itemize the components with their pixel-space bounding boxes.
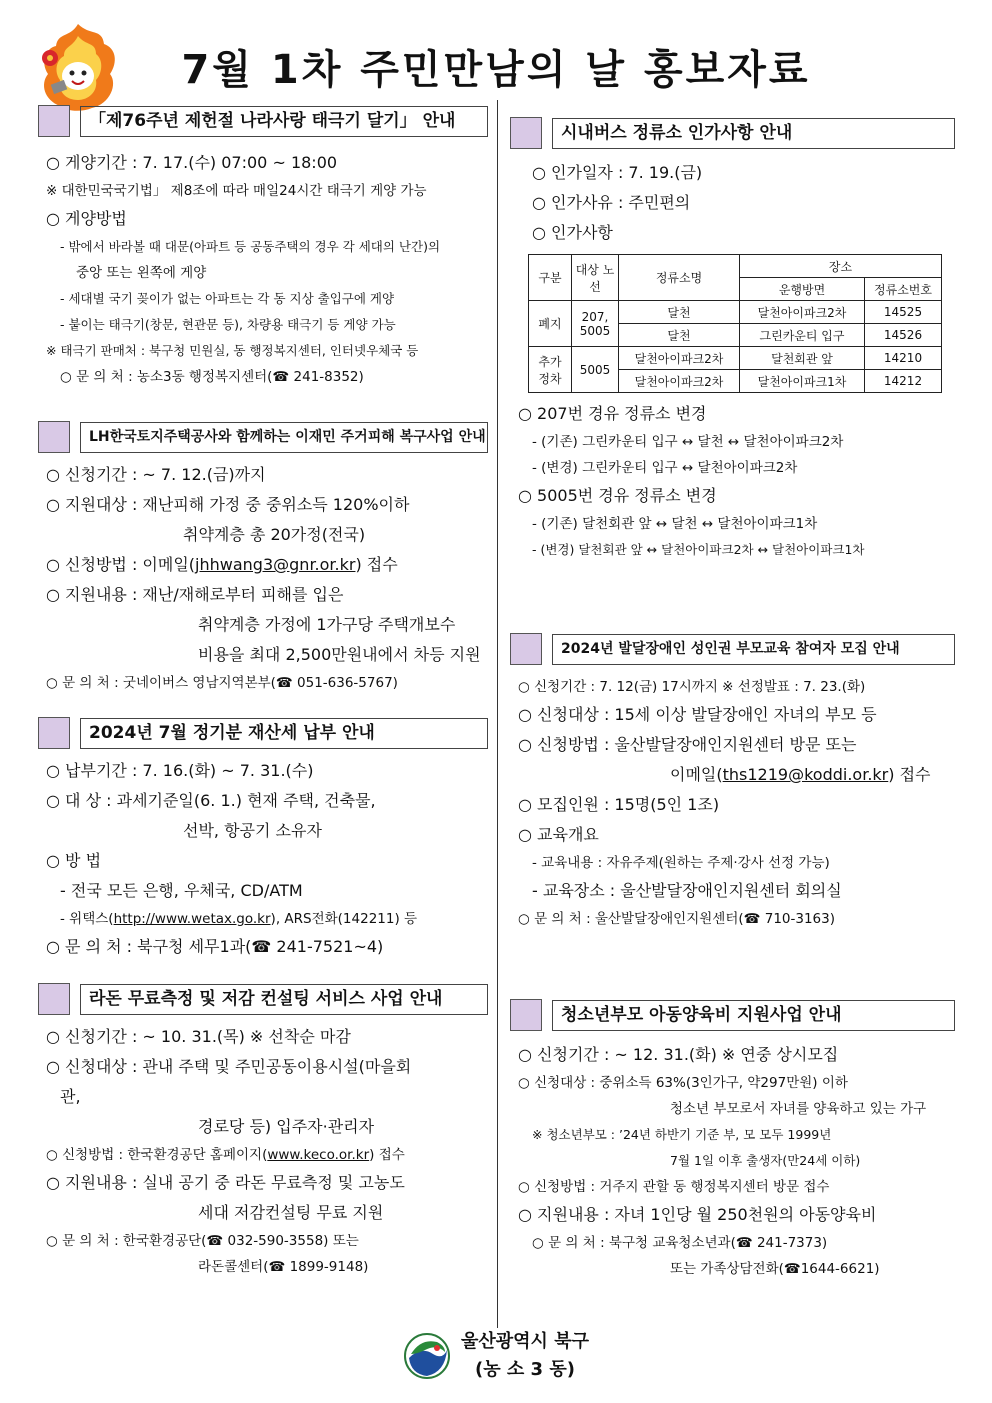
info-line: ○ 신청대상 : 관내 주택 및 주민공동이용시설(마을회 — [46, 1057, 412, 1076]
info-line: - (기존) 그린카운티 입구 ↔ 달천 ↔ 달천아이파크2차 — [532, 434, 844, 450]
table-header: 대상 노선 — [572, 255, 619, 301]
info-line — [38, 1142, 488, 1168]
info-line: - 전국 모든 은행, 우체국, CD/ATM — [60, 881, 303, 900]
info-text: ) 접수 — [355, 555, 398, 574]
info-line: ○ 대 상 : 과세기준일(6. 1.) 현재 주택, 건축물, — [46, 791, 376, 810]
info-line: ○ 인가사항 — [532, 223, 613, 242]
note-line: ※ 대한민국국기법」 제8조에 따라 매일24시간 태극기 게양 가능 — [46, 183, 427, 199]
contact-line: ○ 문 의 처 : 북구청 교육청소년과(☎ 241-7373) — [532, 1235, 828, 1251]
table-header: 장소 — [740, 255, 942, 278]
info-line: ○ 신청방법 : 거주지 관할 동 행정복지센터 방문 접수 — [518, 1179, 830, 1195]
table-header: 운행방면 — [740, 278, 865, 301]
bus-stop-table — [528, 254, 942, 393]
info-line: ○ 게양기간 : 7. 17.(수) 07:00 ~ 18:00 — [46, 153, 338, 172]
info-line: - 교육장소 : 울산발달장애인지원센터 회의실 — [532, 881, 842, 900]
footer-dong: (농 소 3 동) — [475, 1359, 575, 1380]
note-line: ※ 청소년부모 : ’24년 하반기 기준 부, 모 모두 1999년 — [532, 1127, 832, 1142]
info-line: ○ 신청대상 : 15세 이상 발달장애인 자녀의 부모 등 — [518, 705, 877, 724]
info-line: ○ 신청기간 : 7. 12(금) 17시까지 ※ 선정발표 : 7. 23.(화) — [518, 679, 866, 695]
page-title: 7월 1차 주민만남의 날 홍보자료 — [181, 47, 811, 93]
info-line: - 세대별 국기 꽂이가 없는 아파트는 각 동 지상 출입구에 게양 — [60, 291, 395, 306]
section-heading: 2024년 7월 정기분 재산세 납부 안내 — [80, 718, 488, 749]
info-line — [38, 906, 488, 932]
info-line: - 밖에서 바라볼 때 대문(아파트 등 공동주택의 경우 각 세대의 난간)의 — [60, 239, 441, 254]
info-line: ○ 5005번 경유 정류소 변경 — [518, 486, 717, 505]
email-link[interactable]: jhhwang3@gnr.or.kr — [195, 555, 356, 574]
section-heading: 청소년부모 아동양육비 지원사업 안내 — [552, 1000, 955, 1031]
table-cell: 달천아이파크2차 — [740, 301, 865, 324]
note-line: ※ 태극기 판매처 : 북구청 민원실, 동 행정복지센터, 인터넷우체국 등 — [46, 343, 419, 358]
table-cell: 달천아이파크1차 — [740, 370, 865, 393]
info-line: ○ 지원내용 : 재난/재해로부터 피해를 입은 — [46, 585, 344, 604]
info-line: 관, — [60, 1087, 81, 1106]
section-marker-icon — [38, 983, 70, 1015]
keco-link[interactable]: www.keco.or.kr — [267, 1147, 370, 1163]
table-cell: 폐지 — [529, 301, 572, 347]
contact-line: ○ 문 의 처 : 울산발달장애인지원센터(☎ 710-3163) — [518, 911, 835, 927]
info-line: ○ 신청대상 : 중위소득 63%(3인가구, 약297만원) 이하 — [518, 1075, 848, 1091]
info-line: ○ 지원내용 : 자녀 1인당 월 250천원의 아동양육비 — [518, 1205, 877, 1224]
contact-line: ○ 문 의 처 : 농소3동 행정복지센터(☎ 241-8352) — [60, 369, 364, 385]
info-line: - 교육내용 : 자유주제(원하는 주제·강사 선정 가능) — [532, 855, 830, 871]
section-heading: 「제76주년 제헌절 나라사랑 태극기 달기」 안내 — [80, 106, 488, 137]
section-marker-icon — [38, 421, 70, 453]
info-text: - 위택스( — [60, 911, 114, 927]
table-cell: 달천아이파크2차 — [619, 370, 740, 393]
section-marker-icon — [510, 633, 542, 665]
section-heading: 라돈 무료측정 및 저감 컨설팅 서비스 사업 안내 — [80, 984, 488, 1015]
info-line: 중앙 또는 왼쪽에 게양 — [76, 265, 207, 281]
section-marker-icon — [38, 105, 70, 137]
table-cell: 14212 — [865, 370, 942, 393]
section-marker-icon — [510, 999, 542, 1031]
info-line: ○ 신청기간 : ~ 12. 31.(화) ※ 연중 상시모집 — [518, 1045, 839, 1064]
info-line: ○ 인가사유 : 주민편의 — [532, 193, 691, 212]
info-line: - 붙이는 태극기(창문, 현관문 등), 차량용 태극기 등 게양 가능 — [60, 317, 396, 332]
info-line: 취약계층 가정에 1가구당 주택개보수 — [198, 615, 456, 634]
info-text: ○ 신청방법 : 이메일( — [46, 555, 196, 574]
table-header: 정류소번호 — [865, 278, 942, 301]
info-text: 이메일( — [670, 765, 723, 784]
table-cell: 달천회관 앞 — [740, 347, 865, 370]
table-cell: 추가 정차 — [529, 347, 572, 393]
info-line — [38, 550, 488, 580]
info-line: 취약계층 총 20가정(전국) — [183, 525, 366, 544]
section-radon — [38, 982, 488, 1280]
info-line: ○ 신청기간 : ~ 7. 12.(금)까지 — [46, 465, 266, 484]
contact-line: 라돈콜센터(☎ 1899-9148) — [198, 1259, 369, 1275]
contact-line: 또는 가족상담전화(☎1644-6621) — [670, 1261, 880, 1277]
info-line: ○ 지원내용 : 실내 공기 중 라돈 무료측정 및 고농도 — [46, 1173, 405, 1192]
info-line: ○ 신청기간 : ~ 10. 31.(목) ※ 선착순 마감 — [46, 1027, 351, 1046]
column-divider — [497, 100, 498, 1328]
info-line: ○ 교육개요 — [518, 825, 599, 844]
section-property-tax — [38, 716, 488, 962]
info-line: - (변경) 그린카운티 입구 ↔ 달천아이파크2차 — [532, 460, 798, 476]
info-line: - (변경) 달천회관 앞 ↔ 달천아이파크2차 ↔ 달천아이파크1차 — [532, 542, 865, 557]
ulsan-bukgu-logo-icon — [403, 1332, 451, 1380]
info-line: ○ 인가일자 : 7. 19.(금) — [532, 163, 703, 182]
wetax-link[interactable]: http://www.wetax.go.kr — [113, 911, 271, 927]
info-text: ) 접수 — [369, 1147, 405, 1163]
info-line: 세대 저감컨설팅 무료 지원 — [198, 1203, 384, 1222]
footer-org: 울산광역시 북구 — [461, 1331, 589, 1352]
section-disability-education — [510, 632, 955, 932]
info-text: ) 접수 — [888, 765, 931, 784]
table-cell: 달천아이파크2차 — [619, 347, 740, 370]
table-cell: 14526 — [865, 324, 942, 347]
info-line: ○ 지원대상 : 재난피해 가정 중 중위소득 120%이하 — [46, 495, 410, 514]
footer — [0, 1328, 992, 1384]
table-cell: 14525 — [865, 301, 942, 324]
table-cell: 14210 — [865, 347, 942, 370]
section-heading: 2024년 발달장애인 성인권 부모교육 참여자 모집 안내 — [552, 634, 955, 665]
table-cell: 달천 — [619, 301, 740, 324]
table-cell: 5005 — [572, 347, 619, 393]
section-marker-icon — [38, 717, 70, 749]
info-line: ○ 모집인원 : 15명(5인 1조) — [518, 795, 720, 814]
info-line: 비용을 최대 2,500만원내에서 차등 지원 — [198, 645, 481, 664]
info-line: 청소년 부모로서 자녀를 양육하고 있는 가구 — [670, 1101, 927, 1117]
info-line: 경로당 등) 입주자·관리자 — [198, 1117, 375, 1136]
table-header: 정류소명 — [619, 255, 740, 301]
info-text: ), ARS전화(142211) 등 — [270, 911, 418, 927]
table-header: 구분 — [529, 255, 572, 301]
info-line: - (기존) 달천회관 앞 ↔ 달천 ↔ 달천아이파크1차 — [532, 516, 818, 532]
section-marker-icon — [510, 117, 542, 149]
contact-line: ○ 문 의 처 : 굿네이버스 영남지역본부(☎ 051-636-5767) — [46, 675, 398, 691]
section-lh-recovery — [38, 420, 488, 696]
note-line: 7월 1일 이후 출생자(만24세 이하) — [670, 1153, 861, 1168]
contact-line: ○ 문 의 처 : 북구청 세무1과(☎ 241-7521~4) — [46, 937, 384, 956]
section-taegukgi — [38, 104, 488, 390]
section-youth-parent — [510, 998, 955, 1282]
table-cell: 207, 5005 — [572, 301, 619, 347]
section-bus-stop — [510, 116, 955, 563]
info-line: ○ 신청방법 : 울산발달장애인지원센터 방문 또는 — [518, 735, 857, 754]
contact-line: ○ 문 의 처 : 한국환경공단(☎ 032-590-3558) 또는 — [46, 1233, 359, 1249]
info-line: ○ 방 법 — [46, 851, 102, 870]
info-line: ○ 납부기간 : 7. 16.(화) ~ 7. 31.(수) — [46, 761, 314, 780]
table-row — [529, 347, 942, 370]
info-line: ○ 207번 경유 정류소 변경 — [518, 404, 707, 423]
section-heading: LH한국토지주택공사와 함께하는 이재민 주거피해 복구사업 안내 — [80, 422, 488, 453]
table-cell: 달천 — [619, 324, 740, 347]
info-line: 선박, 항공기 소유자 — [183, 821, 322, 840]
email-link[interactable]: ths1219@koddi.or.kr — [722, 765, 889, 784]
info-text: ○ 신청방법 : 한국환경공단 홈페이지( — [46, 1147, 268, 1163]
info-line: ○ 게양방법 — [46, 209, 127, 228]
section-heading: 시내버스 정류소 인가사항 안내 — [552, 118, 955, 149]
info-line — [510, 760, 955, 790]
table-cell: 그린카운티 입구 — [740, 324, 865, 347]
table-row — [529, 301, 942, 324]
